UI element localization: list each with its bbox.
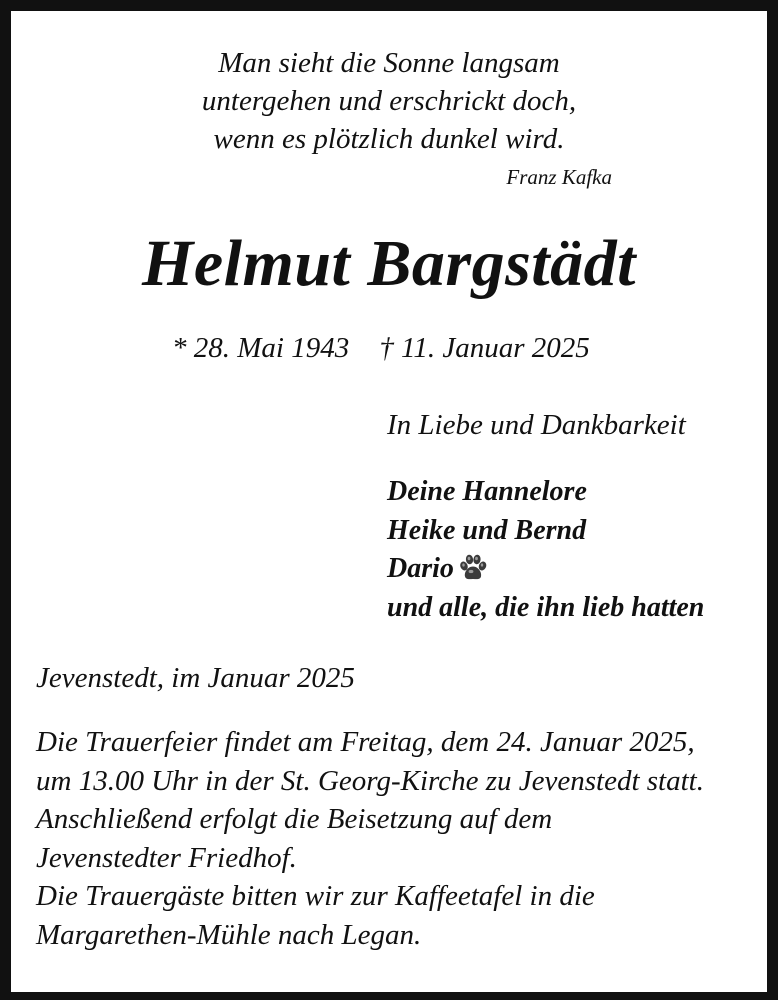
info-line: Die Trauerfeier findet am Freitag, dem 24. Januar 2025, [36, 726, 695, 758]
quote-line: Man sieht die Sonne langsam [218, 47, 560, 79]
mourner: Deine Hannelore [387, 476, 587, 507]
mourner-dario [387, 550, 704, 589]
funeral-info [36, 723, 704, 954]
quote [0, 44, 778, 158]
info-line: Anschließend erfolgt die Beisetzung auf dem [36, 803, 553, 835]
info-line: Jevenstedter Friedhof. [36, 841, 297, 874]
birth-date: * 28. Mai 1943 [172, 332, 350, 364]
info-line: Die Trauergäste bitten wir zur Kaffeetafel in die [36, 880, 595, 912]
info-line: Margarethen-Mühle nach Legan. [36, 918, 422, 951]
mourners-list [387, 473, 704, 627]
info-line: um 13.00 Uhr in der St. Georg-Kirche zu Jevenstedt statt. [36, 764, 704, 797]
mourner: und alle, die ihn lieb hatten [387, 591, 705, 623]
place-date: Jevenstedt, im Januar 2025 [36, 662, 355, 694]
quote-author: Franz Kafka [506, 165, 612, 189]
paw-icon [458, 553, 488, 581]
quote-line: untergehen und erschrickt doch, [201, 85, 577, 117]
quote-line: wenn es plötzlich dunkel wird. [213, 123, 565, 155]
dedication: In Liebe und Dankbarkeit [387, 409, 686, 441]
mourner: Heike und Bernd [387, 514, 587, 546]
mourner: Dario [387, 553, 454, 584]
life-dates [172, 330, 590, 366]
death-date: † 11. Januar 2025 [379, 332, 590, 364]
deceased-name: Helmut Bargstädt [142, 227, 636, 300]
